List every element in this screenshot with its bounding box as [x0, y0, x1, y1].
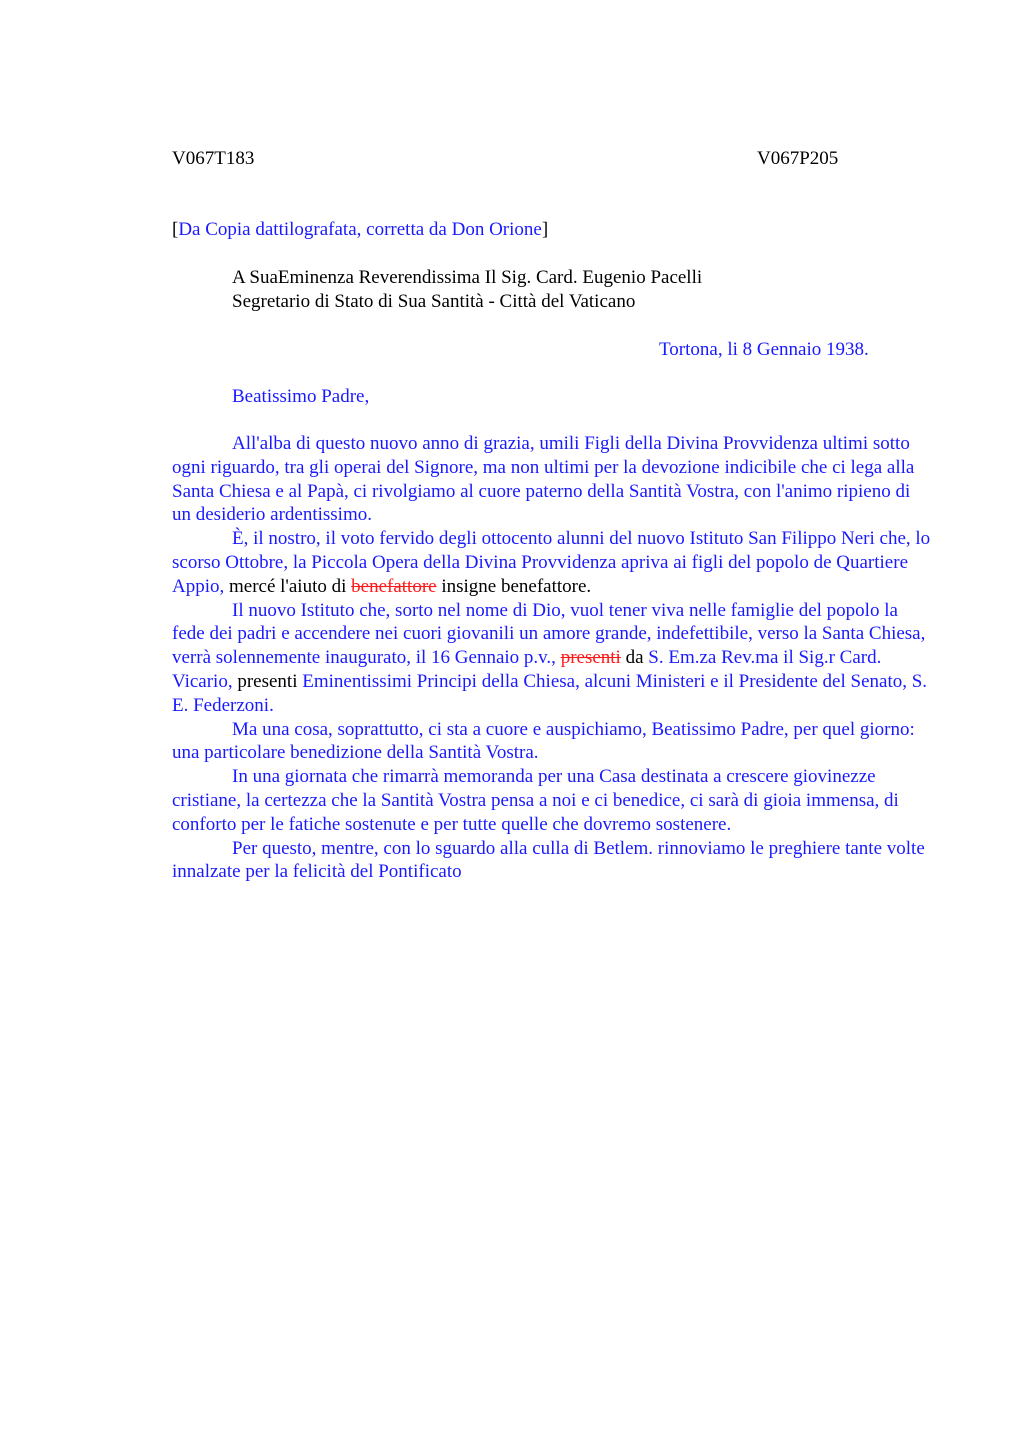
letter-body	[172, 432, 932, 884]
source-note-text: Da Copia dattilografata, corretta da Don Orione	[178, 219, 542, 240]
paragraph-2-main: È, il nostro, il voto fervido degli ottocento alunni del nuovo Istituto San Filippo Neri che, lo scorso Ottobre, la Piccola Opera della Divina Provvidenza apriva ai figli del popolo de Quartiere Appio,	[172, 528, 931, 597]
paragraph-2	[172, 527, 932, 598]
paragraph-1: All'alba di questo nuovo anno di grazia, umili Figli della Divina Provvidenza ultimi sotto ogni riguardo, tra gli operai del Signore, ma non ultimi per la devozione indicibile che ci lega alla Santa Chiesa e al Papà, ci rivolgiamo al cuore paterno della Santità Vostra, con l'animo ripieno di un desiderio ardentissimo.	[172, 433, 915, 526]
source-note	[172, 219, 548, 241]
paragraph-3-main: Il nuovo Istituto che, sorto nel nome di Dio, vuol tener viva nelle famiglie del popolo la fede dei padri e accendere nei cuori giovanili un amore grande, indefettibile, verso la Santa Chiesa, verrà solennemente inaugurato, il 16 Gennaio p.v.,	[172, 599, 926, 669]
salutation: Beatissimo Padre,	[232, 386, 370, 407]
source-note-open-bracket: [	[172, 219, 179, 240]
document-code-right: V067P205	[757, 148, 839, 169]
document-code-left: V067T183	[172, 148, 255, 169]
paragraph-2-inserted: mercé l'aiuto di	[224, 575, 352, 597]
paragraph-2-deleted-word: benefattore	[351, 575, 437, 597]
paragraph-2-end: insigne benefattore.	[436, 575, 592, 597]
paragraph-6: Per questo, mentre, con lo sguardo alla culla di Betlem. rinnoviamo le preghiere tante volte innalzate per la felicità del Pontificato	[172, 837, 925, 883]
address-line-1: A SuaEminenza Reverendissima Il Sig. Card. Eugenio Pacelli	[232, 267, 703, 288]
paragraph-3-deleted-word: presenti	[560, 647, 621, 669]
address-line-2: Segretario di Stato di Sua Santità - Città del Vaticano	[232, 291, 636, 312]
paragraph-3-da: da	[620, 647, 649, 669]
paragraph-3	[172, 599, 932, 718]
paragraph-5: In una giornata che rimarrà memoranda per una Casa destinata a crescere giovinezze cristiane, la certezza che la Santità Vostra pensa a noi e ci benedice, ci sarà di gioia immensa, di conforto per le fatiche sostenute e per tutte quelle che dovremo sostenere.	[172, 766, 899, 835]
paragraph-3-end: Eminentissimi Principi della Chiesa, alcuni Ministeri e il Presidente del Senato, S. E. Federzoni.	[172, 670, 928, 716]
paragraph-4: Ma una cosa, soprattutto, ci sta a cuore e auspichiamo, Beatissimo Padre, per quel giorno: una particolare benedizione della Santità Vostra.	[172, 718, 915, 764]
dateline: Tortona, li 8 Gennaio 1938.	[659, 339, 869, 360]
source-note-close-bracket: ]	[541, 219, 549, 240]
paragraph-3-presenti: presenti	[232, 670, 303, 692]
paragraph-3-cardinal: S. Em.za Rev.ma il Sig.r Card. Vicario,	[172, 647, 882, 692]
